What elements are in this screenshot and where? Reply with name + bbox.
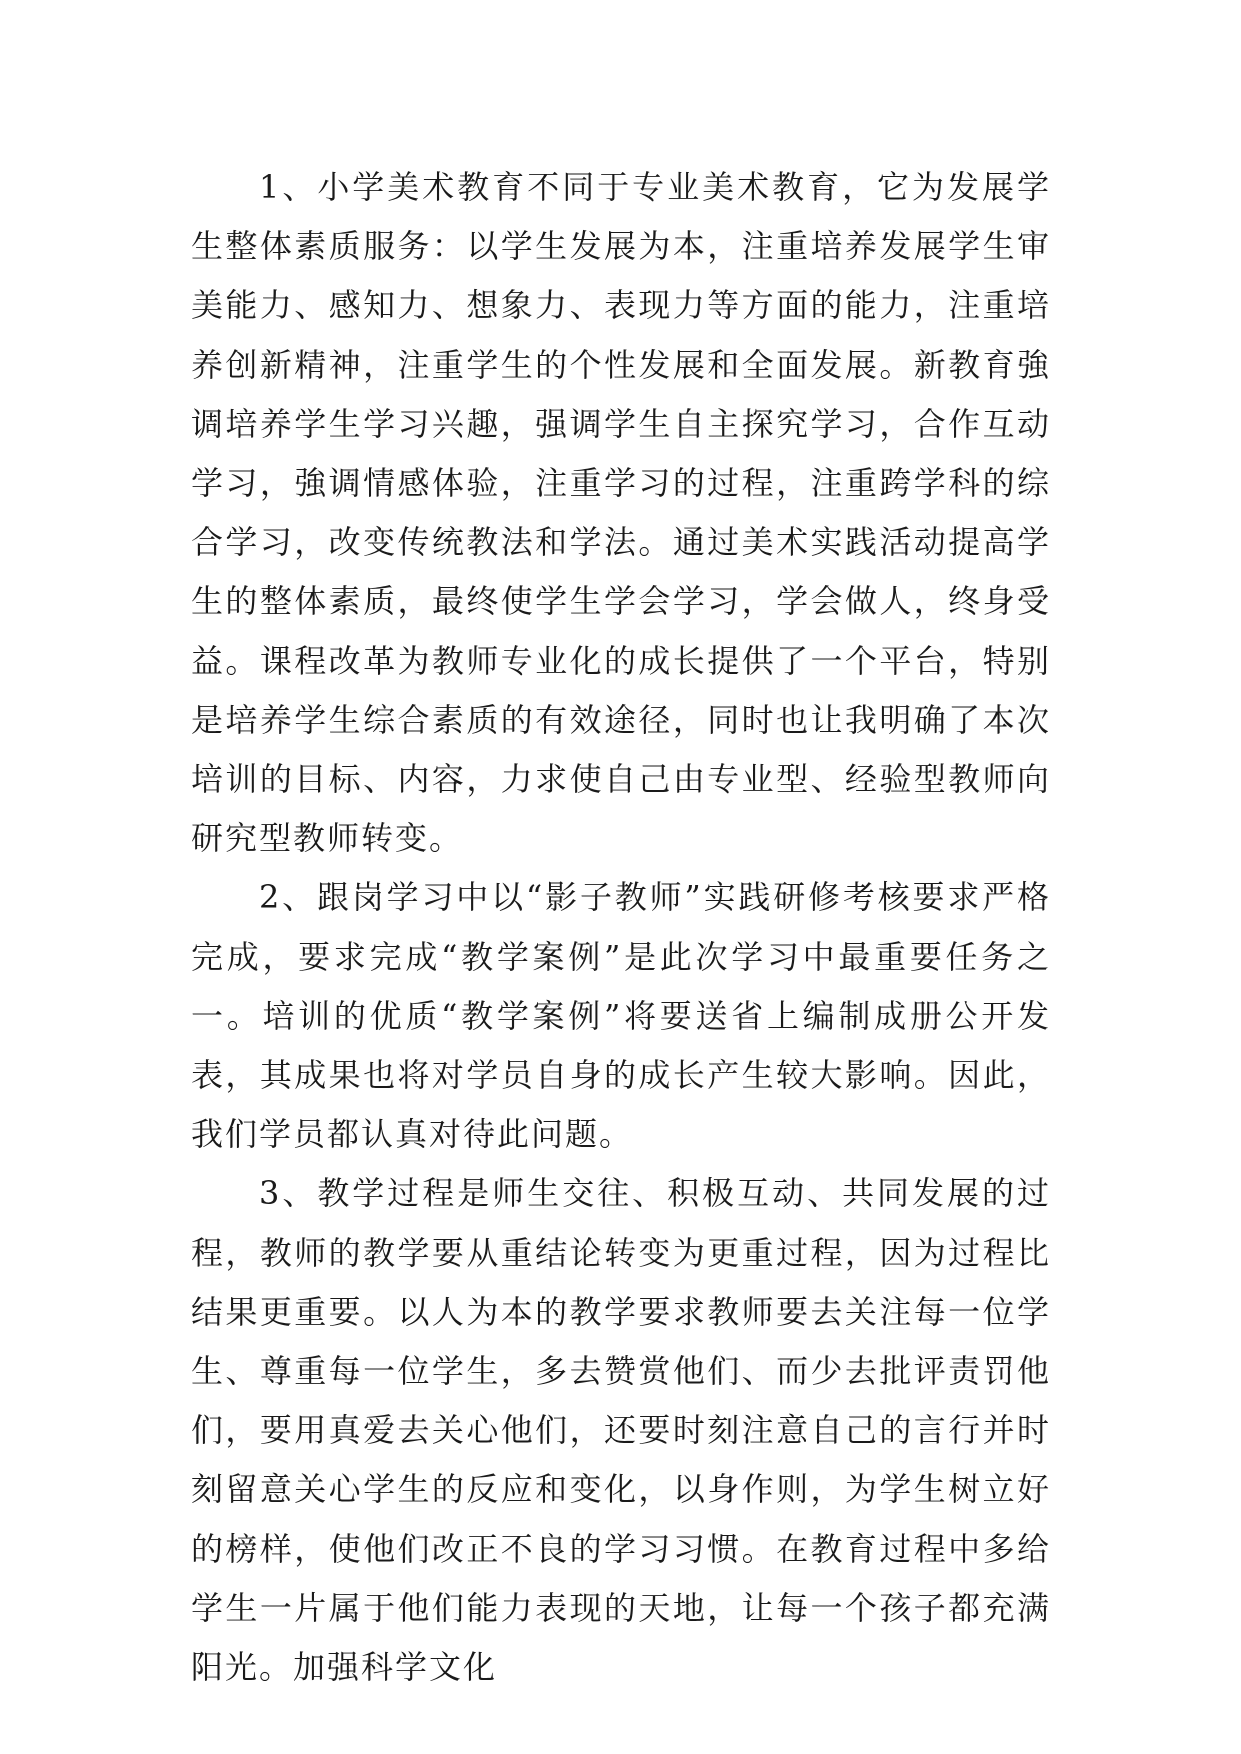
document-body <box>191 158 1051 1697</box>
paragraph-2: 2、跟岗学习中以“影子教师”实践研修考核要求严格完成，要求完成“教学案例”是此次学习中最重要任务之一。培训的优质“教学案例”将要送省上编制成册公开发表，其成果也将对学员自身的成长产生较大影响。因此，我们学员都认真对待此问题。 <box>191 878 1051 1154</box>
paragraph-1: 1、小学美术教育不同于专业美术教育，它为发展学生整体素质服务：以学生发展为本，注重培养发展学生审美能力、感知力、想象力、表现力等方面的能力，注重培养创新精神，注重学生的个性发展和全面发展。新教育強调培养学生学习兴趣，强调学生自主探究学习，合作互动学习，強调情感体验，注重学习的过程，注重跨学科的综合学习，改变传统教法和学法。通过美术实践活动提高学生的整体素质，最终使学生学会学习，学会做人，终身受益。课程改革为教师专业化的成长提供了一个平台，特别是培养学生综合素质的有效途径，同时也让我明确了本次培训的目标、内容，力求使自己由专业型、经验型教师向研究型教师转变。 <box>191 168 1051 858</box>
paragraph-3: 3、教学过程是师生交往、积极互动、共同发展的过程，教师的教学要从重结论转变为更重过程，因为过程比结果更重要。以人为本的教学要求教师要去关注每一位学生、尊重每一位学生，多去赞赏他们、而少去批评责罚他们，要用真爱去关心他们，还要时刻注意自己的言行并时刻留意关心学生的反应和变化，以身作则，为学生树立好的榜样，使他们改正不良的学习习惯。在教育过程中多给学生一片属于他们能力表现的天地，让每一个孩子都充满阳光。加强科学文化 <box>191 1174 1051 1687</box>
